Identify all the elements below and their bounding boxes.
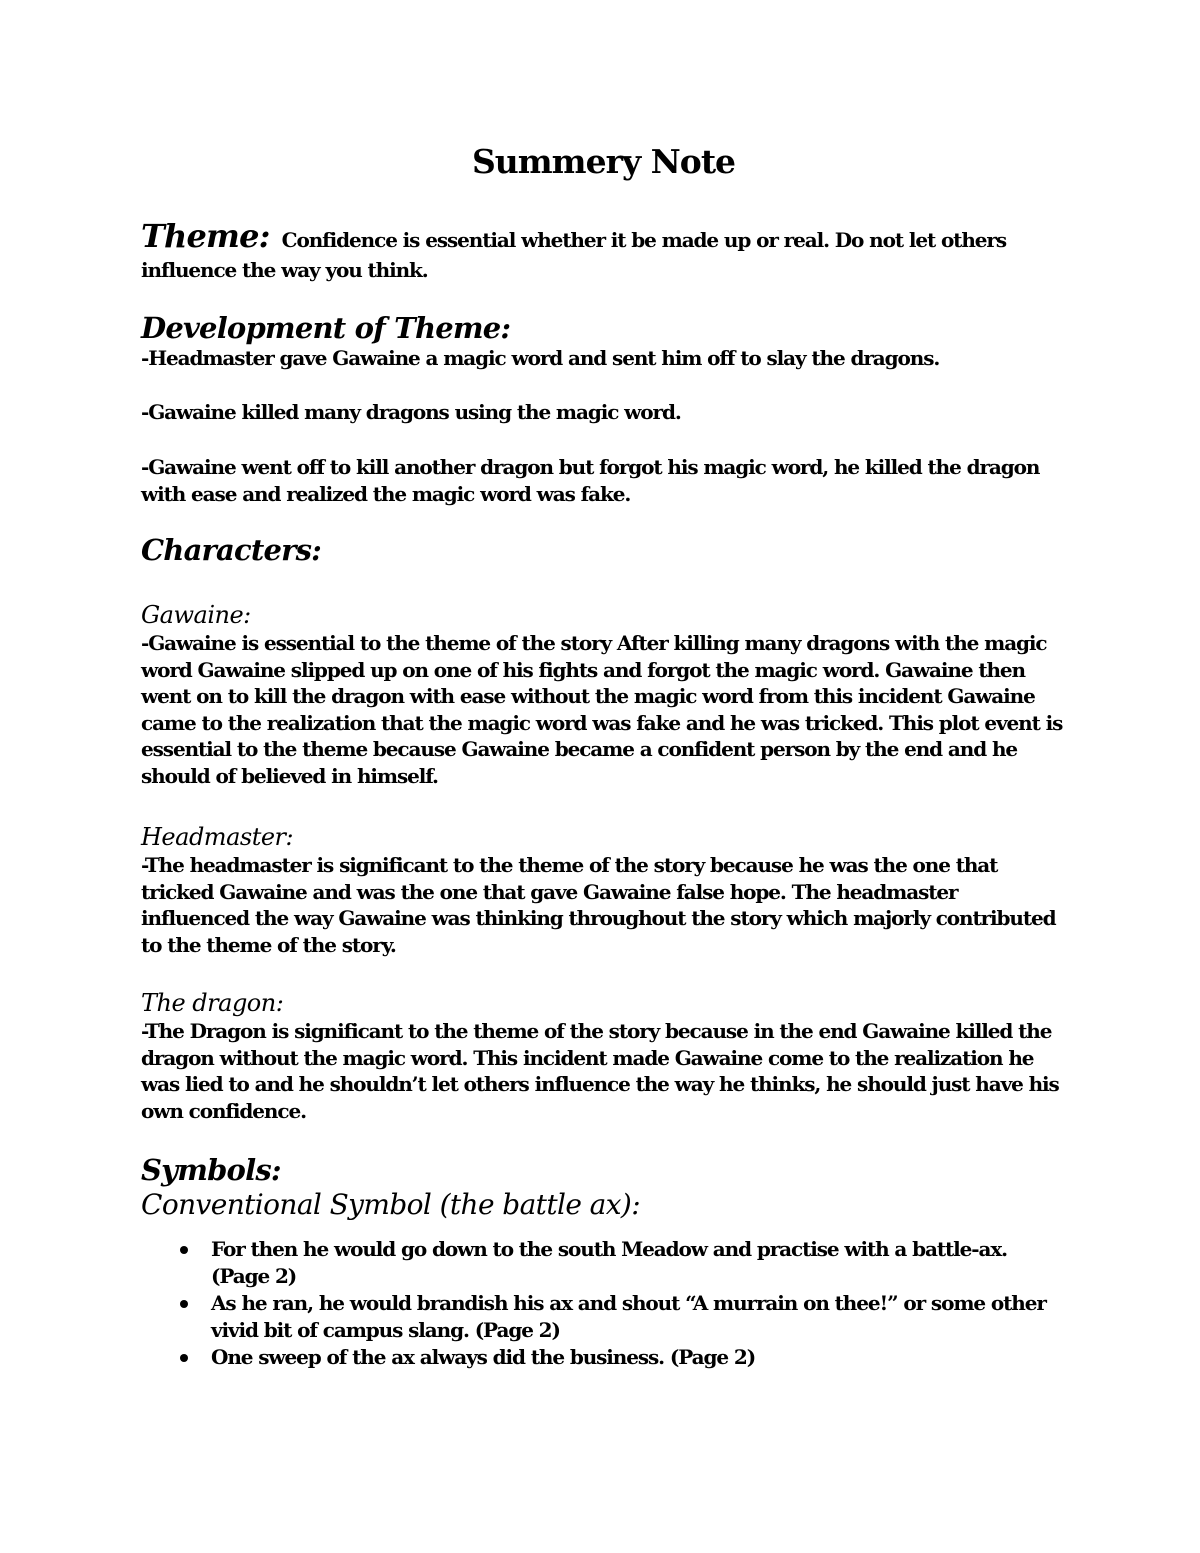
development-point-3 xyxy=(141,454,1066,507)
list-item xyxy=(180,1290,1060,1344)
characters-section xyxy=(141,532,1066,568)
character-description: -The headmaster is significant to the theme of the story because he was the one that tricked Gawaine and was the one that gave Gawaine false hope. The headmaster influenced the way Gawaine was thinking throughout the story which majorly contributed to the theme of the story. xyxy=(141,853,1056,957)
development-point-text: -Gawaine went off to kill another dragon but forgot his magic word, he killed the dragon with ease and realized the magic word was fake. xyxy=(141,455,1040,506)
symbols-section xyxy=(141,1152,1066,1222)
character-name: Gawaine: xyxy=(141,601,251,629)
theme-label: Theme: xyxy=(141,217,270,255)
list-item xyxy=(180,1344,1060,1371)
symbol-quote-list xyxy=(180,1236,1060,1371)
development-point-text: -Headmaster gave Gawaine a magic word and sent him off to slay the dragons. xyxy=(141,346,940,370)
development-heading: Development of Theme: xyxy=(141,311,511,345)
list-item xyxy=(180,1236,1060,1290)
character-dragon xyxy=(141,988,1066,1124)
theme-paragraph xyxy=(141,217,1066,286)
development-point-2 xyxy=(141,399,1066,426)
symbols-heading: Symbols: xyxy=(141,1153,281,1187)
document-page xyxy=(141,0,1066,1553)
development-point-text: -Gawaine killed many dragons using the magic word. xyxy=(141,400,681,424)
bullet-icon xyxy=(180,1246,188,1254)
document-title: Summery Note xyxy=(471,142,736,181)
characters-heading: Characters: xyxy=(141,533,322,567)
symbol-subheading: Conventional Symbol (the battle ax): xyxy=(141,1188,641,1221)
quote-text: For then he would go down to the south Meadow and practise with a battle-ax. (Page 2) xyxy=(211,1237,1008,1288)
quote-text: One sweep of the ax always did the business. (Page 2) xyxy=(211,1345,756,1369)
character-name: The dragon: xyxy=(141,989,284,1017)
character-headmaster xyxy=(141,822,1066,958)
character-description: -The Dragon is significant to the theme of the story because in the end Gawaine killed the dragon without the magic word. This incident made Gawaine come to the realization he was lied to and he shouldn’t let others influence the way he thinks, he should just have his own confidence. xyxy=(141,1019,1059,1123)
theme-section xyxy=(141,217,1066,286)
quote-text: As he ran, he would brandish his ax and shout “A murrain on thee!” or some other vivid bit of campus slang. (Page 2) xyxy=(211,1291,1046,1342)
character-name: Headmaster: xyxy=(141,823,294,851)
bullet-icon xyxy=(180,1300,188,1308)
character-description: -Gawaine is essential to the theme of the story After killing many dragons with the magic word Gawaine slipped up on one of his fights and forgot the magic word. Gawaine then went on to kill the dragon with ease without the magic word from this incident Gawaine came to the realization that the magic word was fake and he was tricked. This plot event is essential to the theme because Gawaine became a confident person by the end and he should of believed in himself. xyxy=(141,631,1063,788)
theme-text: Confidence is essential whether it be made up or real. Do not let others influence the way you think. xyxy=(141,228,1006,282)
character-gawaine xyxy=(141,600,1066,789)
development-section xyxy=(141,310,1066,346)
bullet-icon xyxy=(180,1354,188,1362)
development-point-1 xyxy=(141,345,1066,372)
